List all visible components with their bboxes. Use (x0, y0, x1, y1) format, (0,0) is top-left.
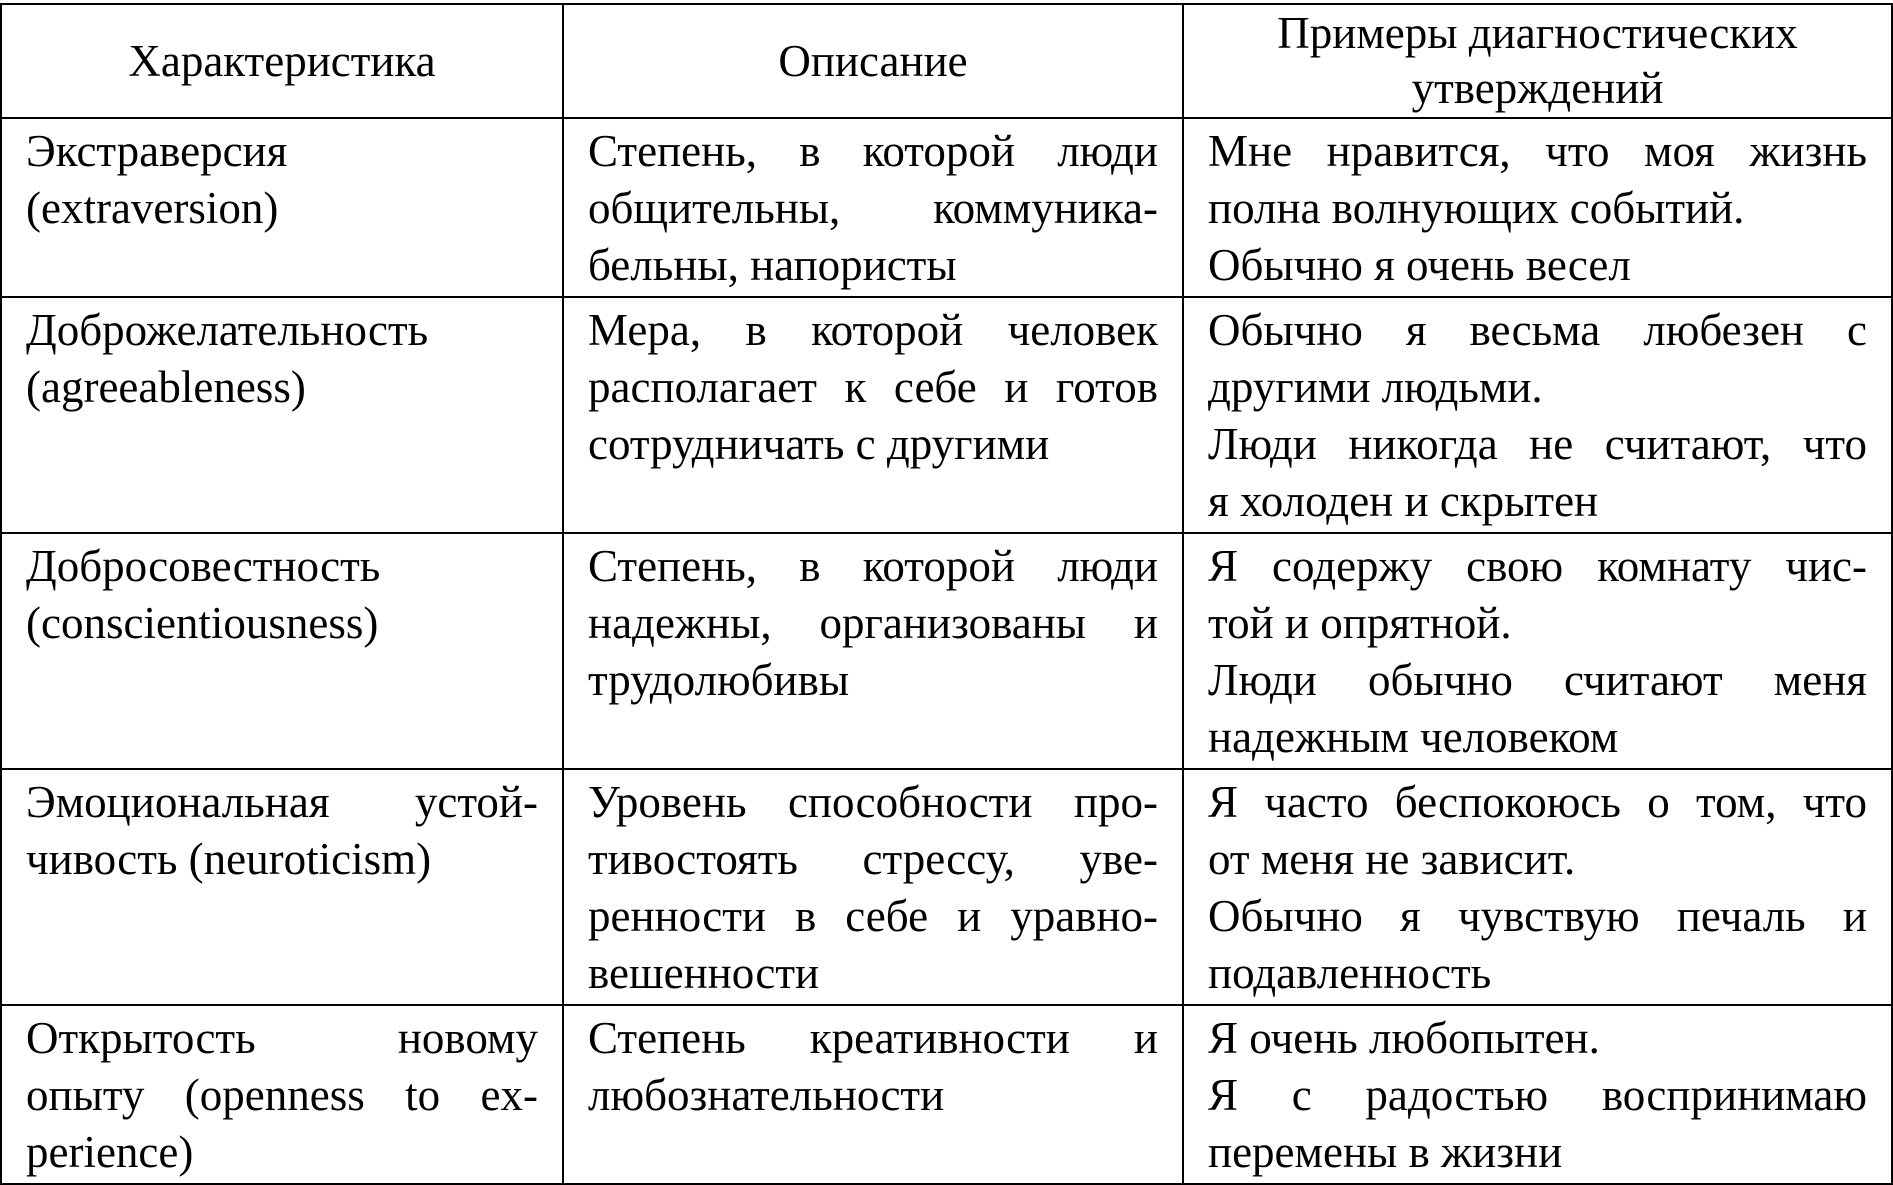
example-statement: Обычно я весьма любезен с другими людьми. (1208, 305, 1867, 412)
header-description: Описание (563, 4, 1183, 118)
example-statement: Обычно я чувствую печаль и подавленность (1208, 891, 1867, 998)
table-row (1, 118, 1892, 297)
example-statement: Обычно я очень весел (1208, 240, 1631, 290)
trait-cell: Эмоциональная устой- чивость (neuroticism) (1, 769, 563, 1005)
example-statement: Я очень любопытен. (1208, 1013, 1600, 1063)
description-cell: Уровень способности про- тивостоять стрессу, уве- ренности в себе и уравно- вешенности (563, 769, 1183, 1005)
example-statement: Я содержу свою комнату чис- той и опрятной. (1208, 541, 1867, 648)
description-cell: Мера, в которой человек располагает к себе и готов сотрудничать с другими (563, 297, 1183, 533)
examples-cell (1183, 769, 1892, 1005)
trait-cell: Добросовестность (conscientiousness) (1, 533, 563, 769)
big-five-table (0, 3, 1893, 1185)
description-cell: Степень, в которой люди общительны, коммуника- бельны, напористы (563, 118, 1183, 297)
trait-cell: Доброжелательность (agreeableness) (1, 297, 563, 533)
example-statement: Люди никогда не считают, что я холоден и скрытен (1208, 419, 1867, 526)
example-statement: Я часто беспокоюсь о том, что от меня не зависит. (1208, 777, 1867, 884)
table-row (1, 297, 1892, 533)
header-examples: Примеры диагностических утверждений (1183, 4, 1892, 118)
examples-cell (1183, 533, 1892, 769)
trait-cell: Открытость новому опыту (openness to ex- perience) (1, 1005, 563, 1184)
examples-cell (1183, 118, 1892, 297)
header-characteristic: Характеристика (1, 4, 563, 118)
description-cell: Степень креативности и любознательности (563, 1005, 1183, 1184)
examples-cell (1183, 1005, 1892, 1184)
example-statement: Мне нравится, что моя жизнь полна волнующих событий. (1208, 126, 1867, 233)
table-row (1, 533, 1892, 769)
table-row (1, 769, 1892, 1005)
example-statement: Люди обычно считают меня надежным человеком (1208, 655, 1867, 762)
trait-cell: Экстраверсия (extraversion) (1, 118, 563, 297)
table-header-row (1, 4, 1892, 118)
description-cell: Степень, в которой люди надежны, организованы и трудолюбивы (563, 533, 1183, 769)
table-row (1, 1005, 1892, 1184)
examples-cell (1183, 297, 1892, 533)
example-statement: Я с радостью воспринимаю перемены в жизни (1208, 1070, 1867, 1177)
